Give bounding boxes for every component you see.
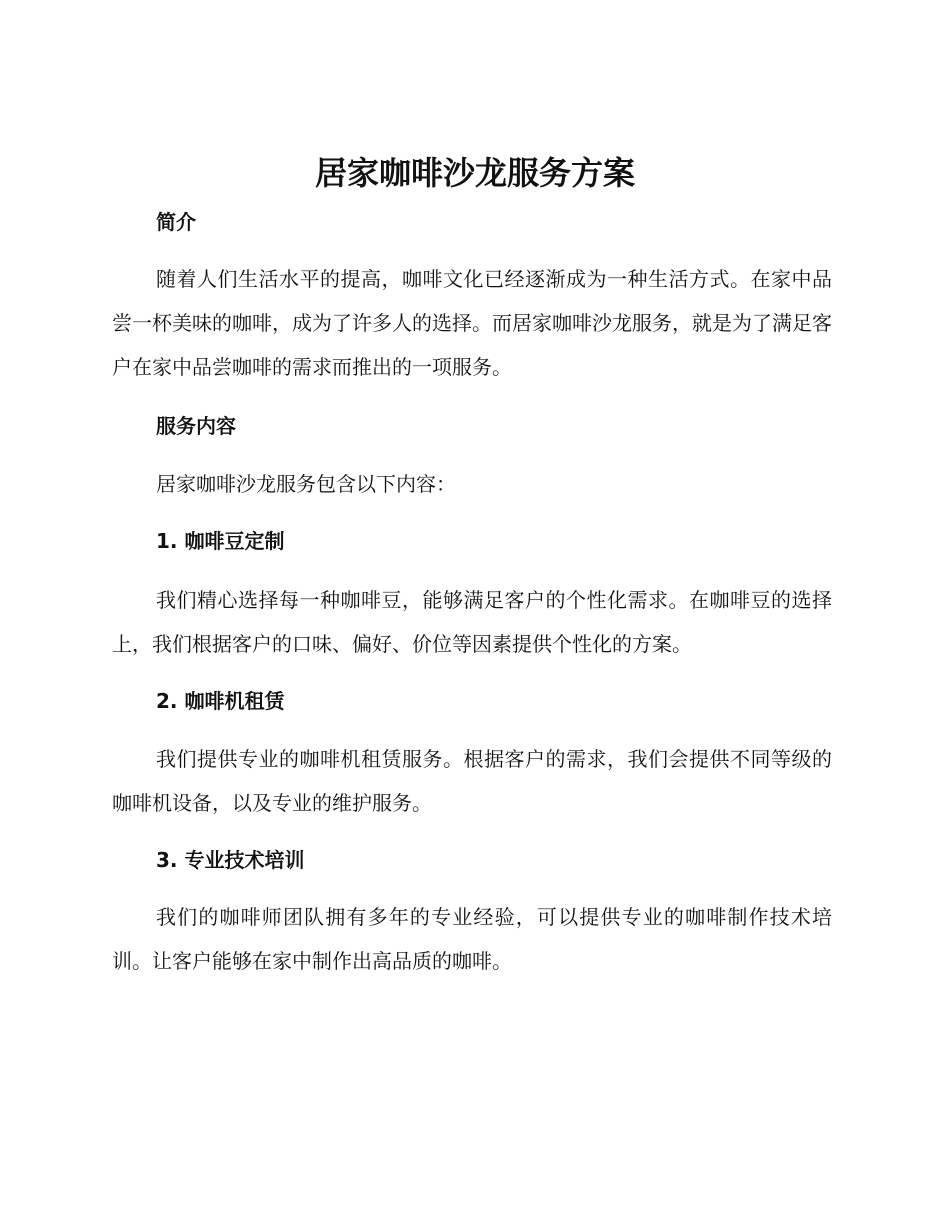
section-heading-intro: 简介 [156,210,196,234]
section-heading-training: 3. 专业技术培训 [156,848,305,872]
section-heading-machine-rental: 2. 咖啡机租赁 [156,689,285,713]
document-title: 居家咖啡沙龙服务方案 [314,154,635,192]
services-intro-paragraph: 居家咖啡沙龙服务包含以下内容： [156,472,456,496]
machine-rental-paragraph: 我们提供专业的咖啡机租赁服务。根据客户的需求，我们会提供不同等级的咖啡机设备，以及专业的维护服务。 [112,747,832,815]
intro-paragraph: 随着人们生活水平的提高，咖啡文化已经逐渐成为一种生活方式。在家中品尝一杯美味的咖啡，成为了许多人的选择。而居家咖啡沙龙服务，就是为了满足客户在家中品尝咖啡的需求而推出的一项服务。 [112,267,832,379]
training-paragraph: 我们的咖啡师团队拥有多年的专业经验，可以提供专业的咖啡制作技术培训。让客户能够在家中制作出高品质的咖啡。 [112,905,832,973]
section-heading-services: 服务内容 [156,414,236,438]
section-heading-bean-customization: 1. 咖啡豆定制 [156,529,285,553]
bean-customization-paragraph: 我们精心选择每一种咖啡豆，能够满足客户的个性化需求。在咖啡豆的选择上，我们根据客户的口味、偏好、价位等因素提供个性化的方案。 [112,588,832,656]
